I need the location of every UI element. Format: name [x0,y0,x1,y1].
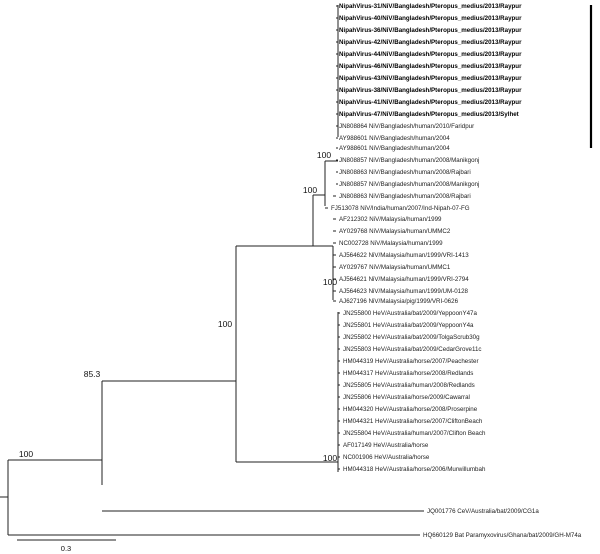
taxon-label: NipahVirus-31/NiV/Bangladesh/Pteropus_medius/2013/Raypur [339,3,522,10]
taxon-label: AJ564621 NiV/Malaysia/human/1999/VRI-2794 [339,276,469,283]
taxon-label: FJ513078 NiV/India/human/2007/Ind-Nipah-07-FG [331,205,470,212]
taxon-label: NipahVirus-47/NiV/Bangladesh/Pteropus_medius/2013/Sylhet [339,111,519,118]
taxon-label: JN255804 HeV/Australia/human/2007/Clifton Beach [343,430,486,437]
taxon-label: NipahVirus-44/NiV/Bangladesh/Pteropus_medius/2013/Raypur [339,51,522,58]
taxon-labels [331,3,582,539]
taxon-label: AJ564622 NiV/Malaysia/human/1999/VRI-1413 [339,252,469,259]
taxon-label: JN255803 HeV/Australia/bat/2009/CedarGrove11c [343,346,482,353]
taxon-label: NC002728 NiV/Malaysia/human/1999 [339,240,443,247]
taxon-label: JN255800 HeV/Australia/bat/2009/YeppoonY47a [343,310,477,317]
bootstrap-niv-malaysia: 100 [322,277,338,287]
taxon-label: JN255801 HeV/Australia/bat/2009/YeppoonY4a [343,322,474,329]
taxon-label: AF017149 HeV/Australia/horse [343,442,429,449]
bootstrap-hev: 100 [322,453,338,463]
taxon-label: NC001906 HeV/Australia/horse [343,454,430,461]
taxon-label: AY988601 NiV/Bangladesh/human/2004 [339,135,450,142]
taxon-label: HM044321 HeV/Australia/horse/2007/CliftonBeach [343,418,483,425]
taxon-label: AF212302 NiV/Malaysia/human/1999 [339,216,442,223]
bootstrap-henipavirus: 85.3 [83,369,101,379]
bootstrap-niv-bangladesh-india: 100 [316,150,332,160]
taxon-label: NipahVirus-42/NiV/Bangladesh/Pteropus_medius/2013/Raypur [339,39,522,46]
taxon-label: NipahVirus-40/NiV/Bangladesh/Pteropus_medius/2013/Raypur [339,15,522,22]
taxon-label: HQ660129 Bat Paramyxovirus/Ghana/bat/2009/GH-M74a [423,532,582,539]
bootstrap-niv-all: 100 [302,185,318,195]
taxon-label: JN255802 HeV/Australia/bat/2009/TolgaScrub30g [343,334,480,341]
taxon-label: JN808863 NiV/Bangladesh/human/2008/Rajbari [339,169,471,176]
taxon-label: AJ627196 NiV/Malaysia/pig/1999/VRI-0626 [339,298,459,305]
taxon-label: NipahVirus-41/NiV/Bangladesh/Pteropus_medius/2013/Raypur [339,99,522,106]
taxon-label: JN255806 HeV/Australia/horse/2009/Cawarral [343,394,470,401]
bootstrap-niv-hev: 100 [217,319,233,329]
taxon-label: JN808857 NiV/Bangladesh/human/2008/Manikgonj [339,157,480,164]
taxon-label: AJ564623 NiV/Malaysia/human/1999/UM-0128 [339,288,468,295]
taxon-label: NipahVirus-43/NiV/Bangladesh/Pteropus_medius/2013/Raypur [339,75,522,82]
taxon-label: JN808857 NiV/Bangladesh/human/2008/Manikgonj [339,181,480,188]
taxon-label: HM044320 HeV/Australia/horse/2008/Proserpine [343,406,478,413]
taxon-label: JN255805 HeV/Australia/human/2008/Redlands [343,382,475,389]
taxon-label: AY029767 NiV/Malaysia/human/UMMC1 [339,264,451,271]
taxon-label: HM044317 HeV/Australia/horse/2008/Redlands [343,370,474,377]
taxon-label: HM044318 HeV/Australia/horse/2006/Murwillumbah [343,466,486,473]
taxon-label: AY988601 NiV/Bangladesh/human/2004 [339,145,450,152]
taxon-label: JN808864 NiV/Bangladesh/human/2010/Faridpur [339,123,475,130]
taxon-label: JN808863 NiV/Bangladesh/human/2008/Rajbari [339,193,471,200]
taxon-label: NipahVirus-38/NiV/Bangladesh/Pteropus_medius/2013/Raypur [339,87,522,94]
bootstrap-root: 100 [18,449,34,459]
taxon-label: HM044319 HeV/Australia/horse/2007/Peachester [343,358,479,365]
taxon-label: AY029768 NiV/Malaysia/human/UMMC2 [339,228,451,235]
taxon-label: JQ001776 CeV/Australia/bat/2009/CG1a [427,508,539,515]
taxon-label: NipahVirus-46/NiV/Bangladesh/Pteropus_medius/2013/Raypur [339,63,522,70]
taxon-label: NipahVirus-36/NiV/Bangladesh/Pteropus_medius/2013/Raypur [339,27,522,34]
scale-bar-label: 0.3 [60,544,72,553]
